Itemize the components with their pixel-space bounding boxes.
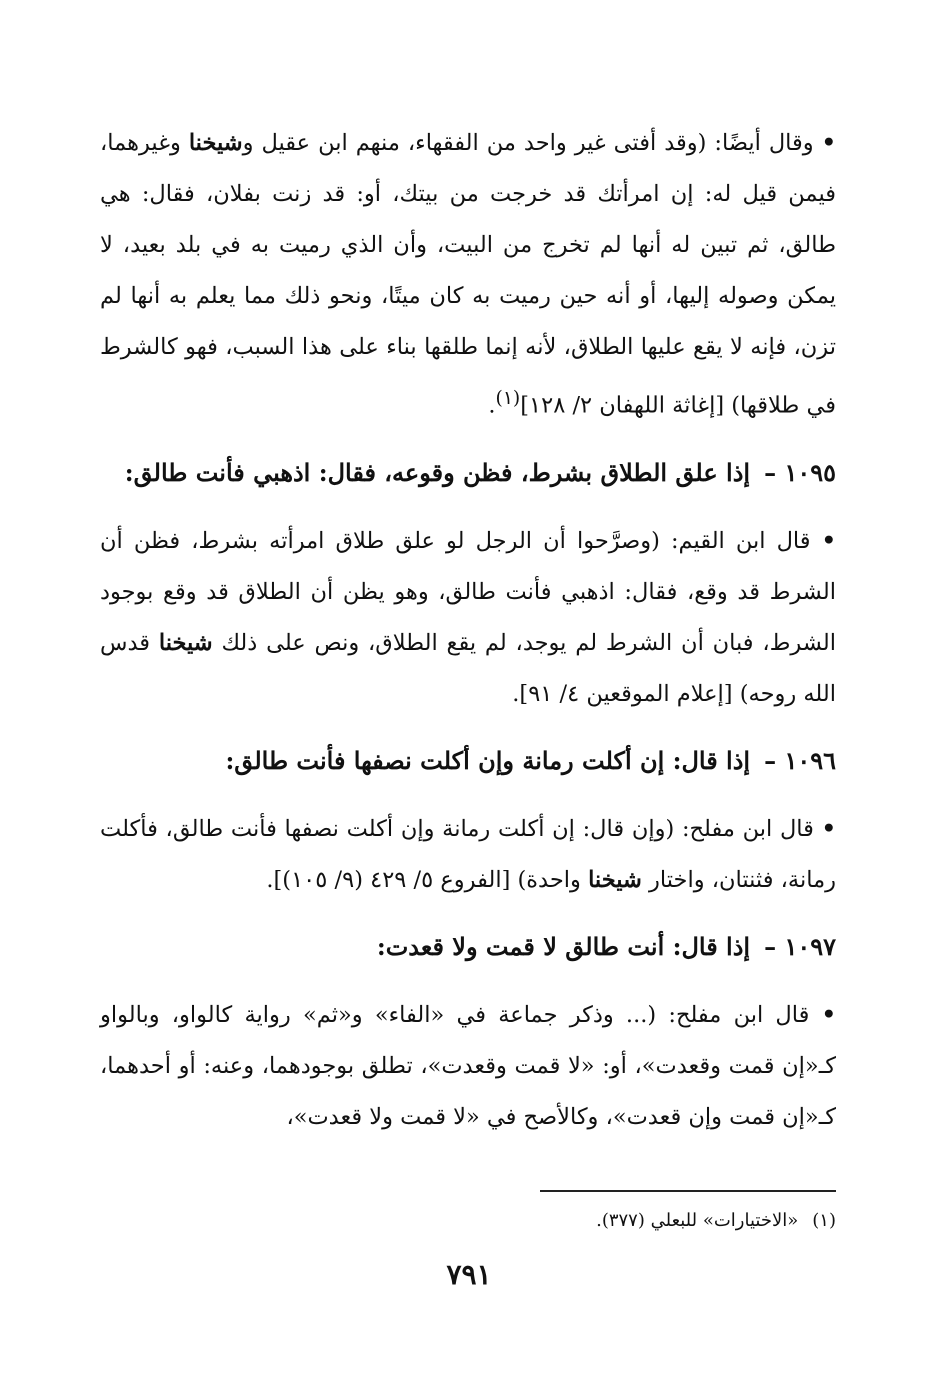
paragraph-1 — [100, 118, 836, 432]
paragraph-1-emphasis: شيخنا — [188, 130, 243, 156]
page-number: ٧٩١ — [446, 1258, 492, 1291]
section-title: إذا قال: أنت طالق لا قمت ولا قعدت: — [376, 931, 751, 961]
bullet-icon: • — [821, 1001, 836, 1028]
paragraph-3 — [100, 804, 836, 906]
paragraph-4 — [100, 990, 836, 1143]
footnote-reference[interactable]: (١) — [495, 388, 521, 409]
footnote-divider — [540, 1190, 836, 1192]
section-number: ١٠٩٥ – — [764, 457, 836, 487]
section-heading-1096 — [100, 736, 836, 786]
paragraph-3-emphasis: شيخنا — [588, 866, 642, 893]
section-heading-1095 — [100, 448, 836, 498]
bullet-icon: • — [821, 815, 836, 842]
paragraph-2-text-a: قال ابن القيم: (وصرَّحوا أن الرجل لو علق طلاق امرأته بشرط، فظن أن الشرط قد وقع، فقال: اذهبي فأنت طالق، وهو يظن أن الطلاق قد وقع بوجود الشرط، فبان أن الشرط لم يوجد، لم يقع الطلاق، ونص على ذلك — [100, 527, 837, 656]
page-body — [100, 118, 836, 1159]
footnote — [100, 1206, 836, 1236]
paragraph-1-text-c: . — [488, 392, 496, 419]
section-title: إذا قال: إن أكلت رمانة وإن أكلت نصفها فأنت طالق: — [225, 745, 751, 775]
paragraph-4-text-a: قال ابن مفلح: (... وذكر جماعة في «الفاء» و«ثم» رواية كالواو، وبالواو كـ«إن قمت وقعدت»، أو: «لا قمت وقعدت»، تطلق بوجودهما، وعنه: أو أحدهما، كـ«إن قمت وإن قعدت»، وكالأصح في «لا قمت ولا قعدت»، — [100, 1001, 836, 1130]
section-heading-1097 — [100, 922, 836, 972]
paragraph-2-emphasis: شيخنا — [158, 629, 213, 656]
bullet-icon: • — [821, 130, 837, 156]
paragraph-2 — [100, 516, 836, 720]
paragraph-3-text-b: واحدة) [الفروع ٥/ ٤٢٩ (٩/ ١٠٥)]. — [266, 866, 589, 893]
paragraph-2-text-b: قدس الله روحه) [إعلام الموقعين ٤/ ٩١]. — [100, 629, 836, 707]
paragraph-1-text-b: وغيرهما، فيمن قيل له: إن امرأتك قد خرجت من بيتك، أو: قد زنت بفلان، فقال: هي طالق، ثم تبين له أنها لم تخرج من البيت، وأن الذي رميت به في بلد بعيد، لا يمكن وصوله إليها، أو أنه حين رميت به كان ميتًا، ونحو ذلك مما يعلم به أنها لم تزن، فإنه لا يقع عليها الطلاق، لأنه إنما طلقها بناء على هذا السبب، فهو كالشرط في طلاقها) [إغاثة اللهفان ٢/ ١٢٨] — [100, 130, 836, 419]
paragraph-1-text-a: وقال أيضًا: (وقد أفتى غير واحد من الفقهاء، منهم ابن عقيل و — [242, 130, 822, 156]
footnote-text: «الاختيارات» للبعلي (٣٧٧). — [596, 1210, 799, 1231]
footnote-mark: (١) — [812, 1210, 836, 1231]
bullet-icon: • — [821, 527, 836, 554]
paragraph-3-text-a: قال ابن مفلح: (وإن قال: إن أكلت رمانة وإن أكلت نصفها فأنت طالق، فأكلت رمانة، فثنتان، واختار — [100, 815, 836, 893]
section-title: إذا علق الطلاق بشرط، فظن وقوعه، فقال: اذهبي فأنت طالق: — [124, 457, 751, 487]
section-number: ١٠٩٦ – — [764, 745, 836, 775]
section-number: ١٠٩٧ – — [764, 931, 836, 961]
